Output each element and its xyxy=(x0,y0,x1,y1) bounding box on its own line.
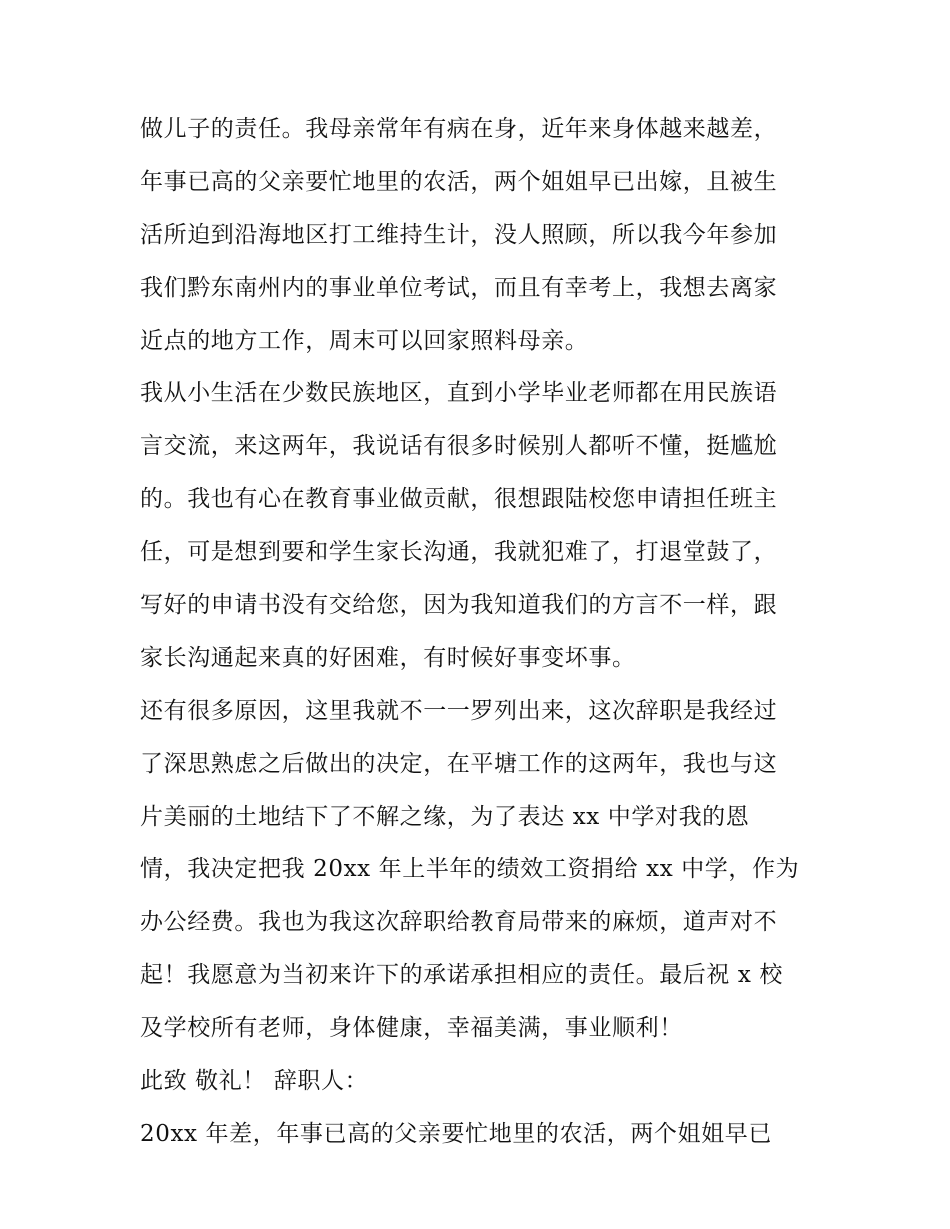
text-line: 活所迫到沿海地区打工维持生计，没人照顾，所以我今年参加 xyxy=(140,221,778,248)
text-line: 片美丽的土地结下了不解之缘，为了表达 xx 中学对我的恩 xyxy=(140,803,750,830)
text-line: 的。我也有心在教育事业做贡献，很想跟陆校您申请担任班主 xyxy=(140,486,778,513)
text-line: 写好的申请书没有交给您，因为我知道我们的方言不一样，跟 xyxy=(140,592,778,619)
text-line: 近点的地方工作，周末可以回家照料母亲。 xyxy=(140,327,589,354)
text-line: 年事已高的父亲要忙地里的农活，两个姐姐早已出嫁，且被生 xyxy=(140,168,778,195)
text-line: 了深思熟虑之后做出的决定，在平塘工作的这两年，我也与这 xyxy=(140,750,778,777)
text-line: 20xx 年差，年事已高的父亲要忙地里的农活，两个姐姐早已 xyxy=(140,1120,772,1147)
letter-body xyxy=(140,107,820,1165)
text-line: 言交流，来这两年，我说话有很多时候别人都听不懂，挺尴尬 xyxy=(140,433,778,460)
text-line: 家长沟通起来真的好困难，有时候好事变坏事。 xyxy=(140,644,636,671)
text-line: 我们黔东南州内的事业单位考试，而且有幸考上，我想去离家 xyxy=(140,274,778,301)
text-line: 任，可是想到要和学生家长沟通，我就犯难了，打退堂鼓了， xyxy=(140,539,778,566)
text-line: 起！我愿意为当初来许下的承诺承担相应的责任。最后祝 x 校 xyxy=(140,962,783,989)
text-line: 我从小生活在少数民族地区，直到小学毕业老师都在用民族语 xyxy=(140,380,778,407)
text-line: 及学校所有老师，身体健康，幸福美满，事业顺利！ xyxy=(140,1015,683,1042)
text-line: 办公经费。我也为我这次辞职给教育局带来的麻烦，道声对不 xyxy=(140,909,778,936)
text-line: 做儿子的责任。我母亲常年有病在身，近年来身体越来越差， xyxy=(140,116,778,142)
text-line: 还有很多原因，这里我就不一一罗列出来，这次辞职是我经过 xyxy=(140,697,778,724)
closing-line: 此致 敬礼！ 辞职人： xyxy=(140,1068,369,1095)
text-line: 情，我决定把我 20xx 年上半年的绩效工资捐给 xx 中学，作为 xyxy=(140,856,800,883)
